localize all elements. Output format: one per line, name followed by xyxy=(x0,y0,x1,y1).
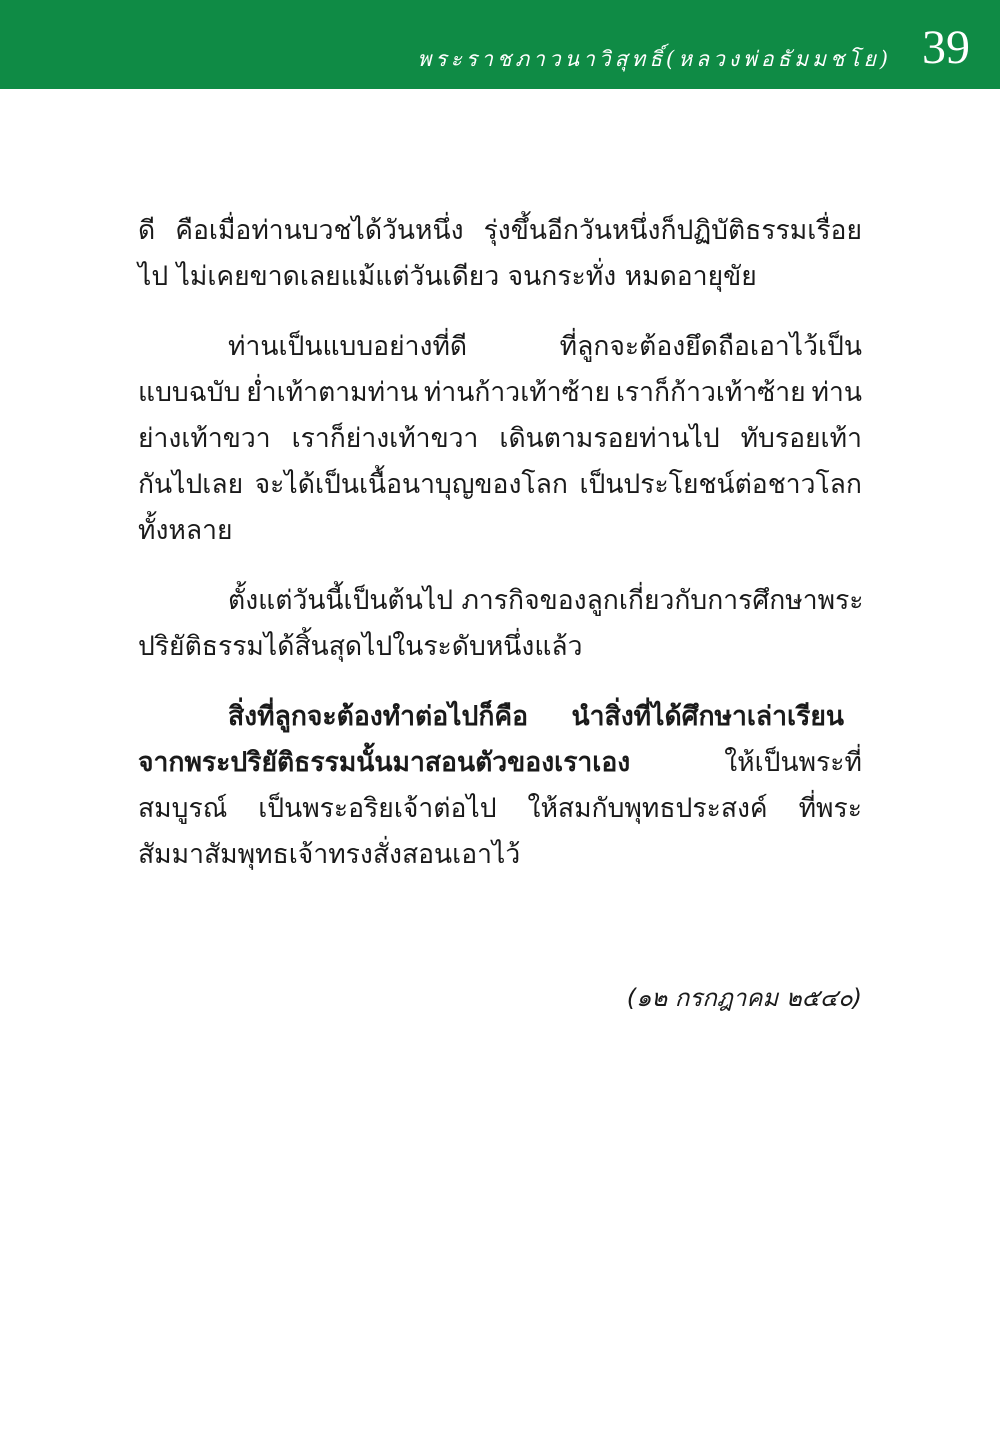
paragraph-3 xyxy=(138,578,862,670)
text-line xyxy=(138,694,862,740)
page-header xyxy=(0,0,1000,89)
text-segment: ให้สมกับพุทธประสงค์ xyxy=(527,793,768,824)
text-segment: กันไปเลย xyxy=(138,469,244,500)
text-line xyxy=(138,324,862,370)
running-header-title: พระราชภาวนาวิสุทธิ์(หลวงพ่อธัมมชโย) xyxy=(417,47,892,71)
paragraph-2 xyxy=(138,324,862,554)
text-segment: ให้เป็นพระที่ xyxy=(724,747,862,778)
text-segment: ทับรอยเท้า xyxy=(740,423,862,454)
text-segment: เป็นพระอริยเจ้าต่อไป xyxy=(258,793,497,824)
text-segment: รุ่งขึ้นอีกวันหนึ่งก็ปฏิบัติธรรมเรื่อย xyxy=(483,215,862,246)
text-line: ปริยัติธรรมได้สิ้นสุดไปในระดับหนึ่งแล้ว xyxy=(138,631,583,662)
text-segment: ย่ำเท้าตามท่าน xyxy=(246,377,419,408)
text-line xyxy=(138,740,862,786)
text-line xyxy=(138,462,862,508)
date-note: (๑๒ กรกฎาคม ๒๕๔๐) xyxy=(626,984,862,1012)
page-number: 39 xyxy=(922,21,970,74)
text-segment: เป็นประโยชน์ต่อชาวโลก xyxy=(579,469,862,500)
text-segment: คือเมื่อท่านบวชได้วันหนึ่ง xyxy=(175,215,464,246)
text-line: สัมมาสัมพุทธเจ้าทรงสั่งสอนเอาไว้ xyxy=(138,839,521,870)
paragraph-1 xyxy=(138,208,862,300)
paragraph-4 xyxy=(138,694,862,878)
text-line: ทั้งหลาย xyxy=(138,515,233,546)
text-line: ตั้งแต่วันนี้เป็นต้นไป ภารกิจของลูกเกี่ยวกับการศึกษาพระ xyxy=(228,585,864,616)
text-line xyxy=(138,208,862,254)
text-line xyxy=(138,370,862,416)
text-segment: สิ่งที่ลูกจะต้องทำต่อไปก็คือ xyxy=(228,701,529,732)
text-line: ไป ไม่เคยขาดเลยแม้แต่วันเดียว จนกระทั่ง หมดอายุขัย xyxy=(138,261,757,292)
text-segment: เราก็ก้าวเท้าซ้าย xyxy=(615,377,806,408)
text-line xyxy=(138,786,862,832)
text-segment: สมบูรณ์ xyxy=(138,793,228,824)
text-segment-bold: จากพระปริยัติธรรมนั้นมาสอนตัวของเราเอง xyxy=(138,747,631,778)
text-segment: ที่พระ xyxy=(798,793,862,824)
text-segment: ย่างเท้าขวา xyxy=(138,423,271,454)
text-segment: จะได้เป็นเนื้อนาบุญของโลก xyxy=(254,469,568,500)
text-segment: ท่านเป็นแบบอย่างที่ดี xyxy=(228,331,468,362)
text-segment: ท่าน xyxy=(811,377,862,408)
text-segment: ที่ลูกจะต้องยึดถือเอาไว้เป็น xyxy=(559,331,862,362)
text-segment: ท่านก้าวเท้าซ้าย xyxy=(423,377,610,408)
text-segment: เราก็ย่างเท้าขวา xyxy=(291,423,479,454)
text-segment: เดินตามรอยท่านไป xyxy=(499,423,720,454)
text-segment: ดี xyxy=(138,215,156,246)
text-segment: แบบฉบับ xyxy=(138,377,241,408)
page-body xyxy=(138,208,862,878)
text-line xyxy=(138,416,862,462)
text-segment: นำสิ่งที่ได้ศึกษาเล่าเรียน xyxy=(571,701,844,732)
